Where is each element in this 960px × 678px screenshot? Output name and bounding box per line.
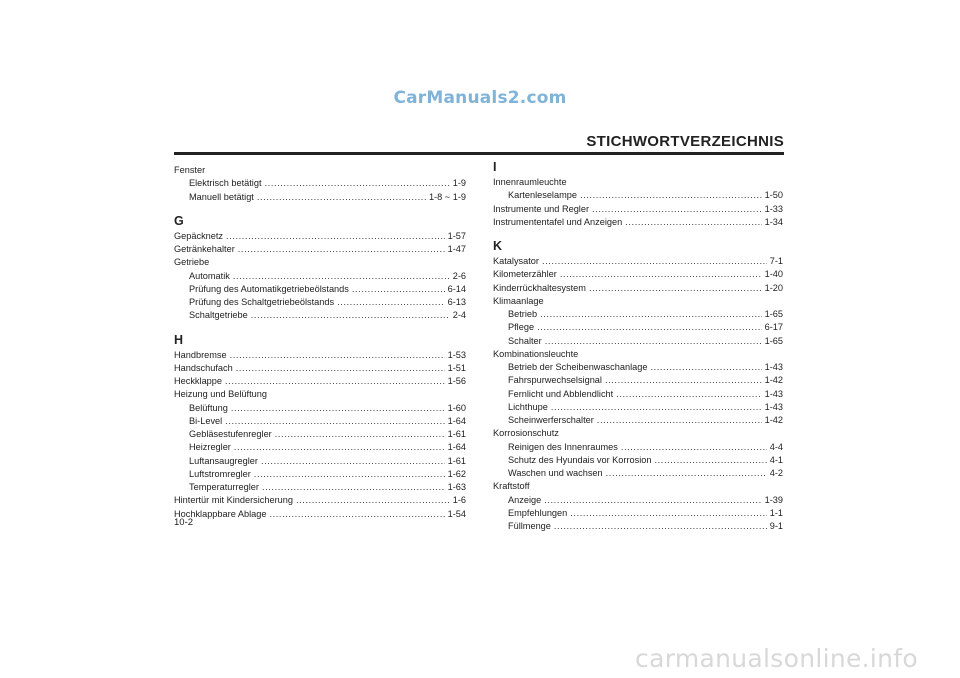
entry-label: Kilometerzähler [493, 269, 557, 280]
entry-label: Schutz des Hyundais vor Korrosion [508, 454, 652, 465]
index-heading: Heizung und Belüftung [174, 389, 267, 400]
entry-page: 1-64 [447, 415, 466, 426]
entry-page: 1-61 [447, 455, 466, 466]
entry-label: Handbremse [174, 349, 227, 360]
entry-label: Betrieb der Scheibenwaschanlage [508, 362, 648, 372]
index-entry [174, 508, 466, 521]
dot-leader [655, 454, 767, 467]
section-letter: H [174, 332, 184, 347]
entry-page: 7-1 [769, 256, 783, 266]
entry-label: Gepäcknetz [174, 230, 224, 241]
index-heading: Innenraumleuchte [493, 177, 567, 187]
entry-page: 1-64 [447, 442, 466, 453]
entry-page: 2-4 [452, 310, 466, 321]
index-subentry [174, 441, 466, 454]
index-subentry [493, 507, 783, 520]
entry-page: 1-56 [447, 376, 466, 386]
index-entry [493, 282, 783, 295]
index-subentry [493, 308, 783, 321]
index-subentry [174, 428, 466, 441]
entry-page: 4-2 [769, 468, 783, 478]
entry-page: 1-65 [764, 335, 783, 346]
entry-label: Fahrspurwechselsignal [508, 375, 602, 386]
entry-label: Lichthupe [508, 401, 548, 412]
dot-leader [337, 296, 445, 309]
index-subentry [493, 361, 783, 374]
dot-leader [589, 282, 762, 295]
index-entry [174, 362, 466, 375]
entry-label: Scheinwerferschalter [508, 415, 594, 425]
entry-page: 1-40 [764, 269, 783, 280]
entry-page: 1-8 ~ 1-9 [428, 191, 466, 202]
index-entry [174, 349, 466, 362]
dot-leader [251, 309, 450, 322]
index-subentry [493, 388, 783, 401]
dot-leader [560, 268, 762, 281]
dot-leader [261, 455, 445, 468]
index-subentry [493, 335, 783, 348]
index-subentry [493, 441, 783, 454]
entry-page: 6-14 [447, 283, 466, 294]
dot-leader [650, 361, 761, 374]
dot-leader [606, 467, 767, 480]
index-subentry [493, 414, 783, 427]
entry-label: Luftansaugregler [189, 455, 258, 466]
entry-label: Empfehlungen [508, 507, 568, 518]
dot-leader [296, 494, 450, 507]
index-subentry [174, 468, 466, 481]
entry-page: 1-50 [764, 190, 783, 201]
dot-leader [597, 414, 762, 427]
section-letter: I [493, 160, 497, 174]
index-heading: Getriebe [174, 257, 210, 268]
entry-label: Waschen und wachsen [508, 468, 603, 478]
entry-label: Hochklappbare Ablage [174, 508, 267, 519]
index-entry [174, 375, 466, 388]
dot-leader [226, 230, 445, 243]
index-column-right [493, 160, 783, 533]
entry-page: 9-1 [769, 521, 783, 531]
index-subentry [174, 415, 466, 428]
entry-page: 1-61 [447, 429, 466, 439]
dot-leader [238, 243, 445, 256]
entry-page: 1-39 [764, 494, 783, 505]
entry-page: 1-42 [764, 375, 783, 386]
dot-leader [262, 481, 445, 494]
index-subentry [174, 481, 466, 494]
dot-leader [269, 508, 444, 521]
dot-leader [605, 374, 762, 387]
index-heading: Fenster [174, 165, 206, 175]
title-rule [174, 152, 784, 155]
entry-label: Schaltgetriebe [189, 310, 248, 321]
dot-leader [352, 283, 445, 296]
entry-page: 6-13 [447, 297, 466, 307]
index-heading: Kraftstoff [493, 481, 530, 492]
index-subentry [174, 455, 466, 468]
page-title: STICHWORTVERZEICHNIS [586, 133, 784, 150]
index-subentry [493, 467, 783, 480]
index-entry [174, 230, 466, 243]
entry-page: 1-1 [769, 507, 783, 518]
index-heading: Kombinationsleuchte [493, 348, 579, 359]
entry-page: 1-43 [764, 388, 783, 399]
entry-page: 1-33 [764, 203, 783, 214]
index-subentry [174, 177, 466, 190]
entry-page: 1-42 [764, 415, 783, 425]
entry-label: Handschufach [174, 362, 233, 373]
dot-leader [545, 335, 762, 348]
dot-leader [551, 401, 762, 414]
dot-leader [616, 388, 761, 401]
index-subentry [174, 309, 466, 322]
entry-label: Füllmenge [508, 521, 551, 531]
dot-leader [540, 308, 761, 321]
entry-label: Anzeige [508, 494, 542, 505]
dot-leader [554, 520, 767, 533]
section-letter: K [493, 239, 503, 253]
entry-label: Getränkehalter [174, 244, 235, 254]
entry-page: 1-20 [764, 282, 783, 293]
entry-label: Katalysator [493, 256, 539, 266]
entry-label: Temperaturregler [189, 482, 259, 492]
entry-page: 1-51 [447, 362, 466, 373]
dot-leader [225, 375, 445, 388]
dot-leader [621, 441, 767, 454]
index-subentry [174, 402, 466, 415]
entry-label: Instrumententafel und Anzeigen [493, 216, 623, 227]
dot-leader [537, 321, 762, 334]
entry-label: Elektrisch betätigt [189, 178, 262, 189]
index-subentry [493, 189, 783, 202]
entry-page: 1-60 [447, 402, 466, 413]
entry-label: Schalter [508, 335, 542, 346]
entry-label: Betrieb [508, 309, 538, 319]
entry-label: Pflege [508, 322, 535, 333]
dot-leader [254, 468, 445, 481]
index-subentry [493, 494, 783, 507]
index-entry [493, 203, 783, 216]
dot-leader [236, 362, 445, 375]
entry-label: Manuell betätigt [189, 191, 254, 202]
entry-page: 1-34 [764, 216, 783, 227]
index-entry [493, 255, 783, 268]
entry-label: Bi-Level [189, 415, 223, 426]
dot-leader [544, 494, 761, 507]
section-letter: G [174, 213, 184, 228]
index-subentry [174, 270, 466, 283]
entry-page: 1-6 [452, 495, 466, 506]
index-entry [174, 494, 466, 507]
page-number: 10-2 [174, 517, 194, 528]
entry-page: 1-62 [447, 468, 466, 479]
dot-leader [542, 255, 767, 268]
entry-page: 1-43 [764, 401, 783, 412]
index-heading: Korrosionschutz [493, 428, 559, 439]
entry-label: Hintertür mit Kindersicherung [174, 495, 293, 506]
dot-leader [234, 441, 445, 454]
entry-label: Kinderrückhaltesystem [493, 282, 586, 293]
entry-page: 1-43 [764, 362, 783, 372]
entry-page: 6-17 [764, 322, 783, 333]
dot-leader [225, 415, 444, 428]
index-subentry [174, 191, 466, 204]
entry-page: 1-63 [447, 482, 466, 492]
dot-leader [625, 216, 761, 229]
entry-label: Prüfung des Schaltgetriebeölstands [189, 297, 335, 307]
dot-leader [233, 270, 450, 283]
dot-leader [230, 349, 445, 362]
entry-page: 1-65 [764, 309, 783, 319]
index-entry [174, 243, 466, 256]
entry-page: 1-47 [447, 244, 466, 254]
index-subentry [493, 401, 783, 414]
entry-label: Gebläsestufenregler [189, 429, 272, 439]
entry-label: Belüftung [189, 402, 228, 413]
entry-label: Kartenleselampe [508, 190, 577, 201]
entry-label: Automatik [189, 270, 230, 281]
entry-page: 1-53 [447, 349, 466, 360]
index-heading: Klimaanlage [493, 295, 544, 306]
entry-label: Heizregler [189, 442, 231, 453]
entry-label: Fernlicht und Abblendlicht [508, 388, 614, 399]
entry-page: 1-9 [452, 178, 466, 189]
entry-page: 2-6 [452, 270, 466, 281]
entry-page: 1-54 [447, 508, 466, 519]
entry-label: Prüfung des Automatikgetriebeölstands [189, 283, 349, 294]
index-entry [493, 268, 783, 281]
entry-label: Instrumente und Regler [493, 203, 590, 214]
index-subentry [174, 283, 466, 296]
dot-leader [257, 191, 426, 204]
watermark-bottom: carmanualsonline.info [635, 644, 918, 673]
index-subentry [493, 374, 783, 387]
dot-leader [570, 507, 766, 520]
index-entry [493, 216, 783, 229]
entry-label: Heckklappe [174, 376, 223, 386]
dot-leader [580, 189, 762, 202]
entry-label: Luftstromregler [189, 468, 251, 479]
entry-page: 4-1 [769, 454, 783, 465]
index-subentry [174, 296, 466, 309]
index-column-left [174, 164, 466, 521]
index-subentry [493, 321, 783, 334]
index-subentry [493, 520, 783, 533]
dot-leader [231, 402, 445, 415]
dot-leader [265, 177, 450, 190]
entry-page: 1-57 [447, 230, 466, 241]
entry-label: Reinigen des Innenraumes [508, 441, 618, 452]
dot-leader [592, 203, 762, 216]
entry-page: 4-4 [769, 441, 783, 452]
dot-leader [275, 428, 445, 441]
watermark-top: CarManuals2.com [393, 88, 567, 108]
index-subentry [493, 454, 783, 467]
